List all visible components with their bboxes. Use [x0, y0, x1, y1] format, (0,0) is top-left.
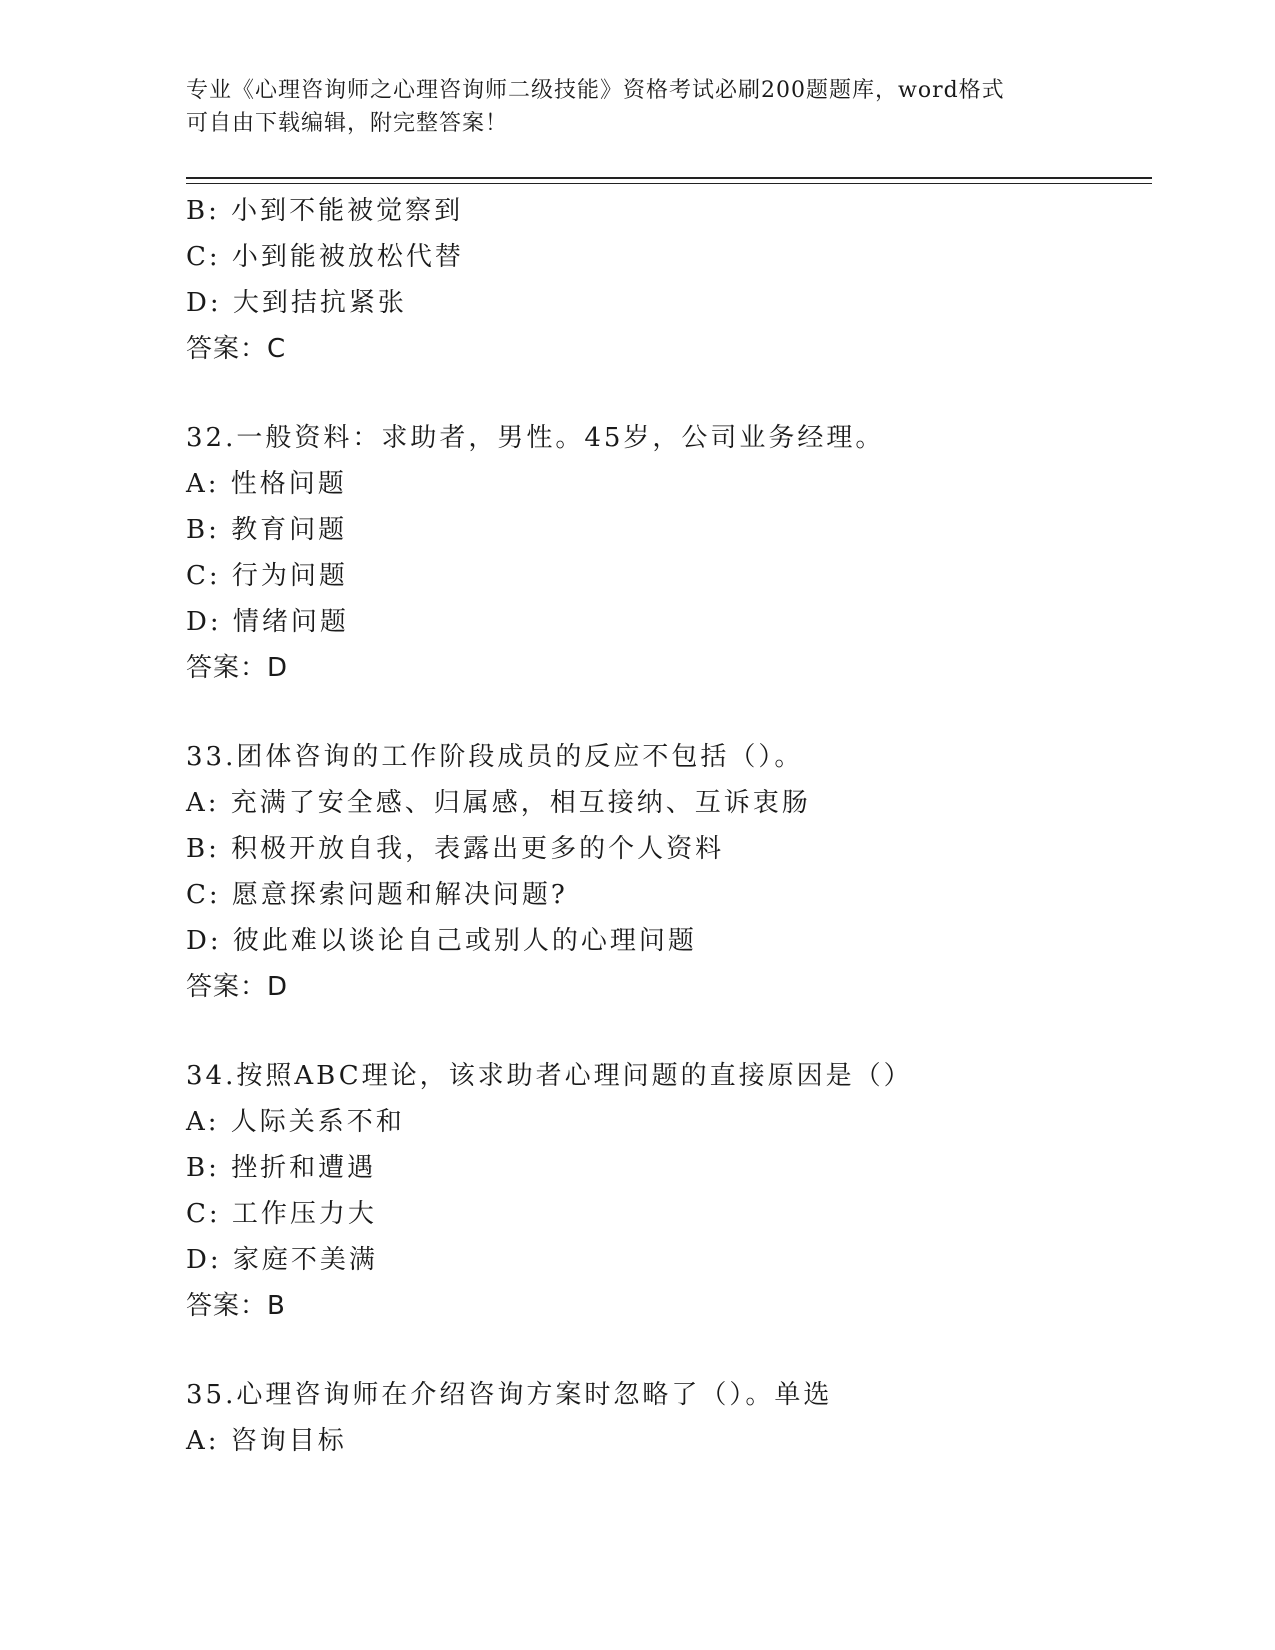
option-c: C: 小到能被放松代替 [186, 242, 464, 272]
question-35 [186, 1372, 1152, 1464]
header-divider-thin [186, 183, 1152, 184]
option-a: A: 咨询目标 [186, 1426, 347, 1456]
question-31-tail [186, 188, 1152, 372]
question-list [186, 188, 1152, 1464]
block-spacer [186, 1329, 1152, 1372]
option-c: C: 行为问题 [186, 561, 348, 591]
answer-line: 答案：C [186, 334, 287, 364]
document-header [186, 74, 1086, 140]
block-spacer [186, 1010, 1152, 1053]
question-stem: 34.按照ABC理论，该求助者心理问题的直接原因是（） [186, 1061, 913, 1091]
option-b: B: 教育问题 [186, 515, 348, 545]
option-d: D: 家庭不美满 [186, 1245, 378, 1275]
header-divider-thick [186, 177, 1152, 179]
block-spacer [186, 691, 1152, 734]
block-spacer [186, 372, 1152, 415]
header-line-1: 专业《心理咨询师之心理咨询师二级技能》资格考试必刷200题题库，word格式 [186, 78, 1005, 103]
option-a: A: 性格问题 [186, 469, 347, 499]
option-a: A: 人际关系不和 [186, 1107, 405, 1137]
question-33 [186, 734, 1152, 1010]
option-b: B: 挫折和遭遇 [186, 1153, 377, 1183]
option-c: C: 工作压力大 [186, 1199, 377, 1229]
option-d: D: 情绪问题 [186, 607, 349, 637]
option-c: C: 愿意探索问题和解决问题? [186, 880, 568, 910]
question-stem: 35.心理咨询师在介绍咨询方案时忽略了（）。单选 [186, 1380, 833, 1410]
answer-line: 答案：B [186, 1291, 286, 1321]
header-line-2: 可自由下载编辑，附完整答案！ [186, 111, 509, 136]
question-34 [186, 1053, 1152, 1329]
answer-line: 答案：D [186, 653, 289, 683]
option-d: D: 大到拮抗紧张 [186, 288, 407, 318]
option-b: B: 积极开放自我，表露出更多的个人资料 [186, 834, 725, 864]
question-32 [186, 415, 1152, 691]
option-a: A: 充满了安全感、归属感，相互接纳、互诉衷肠 [186, 788, 811, 818]
question-stem: 33.团体咨询的工作阶段成员的反应不包括（）。 [186, 742, 804, 772]
question-stem: 32.一般资料：求助者，男性。45岁，公司业务经理。 [186, 423, 885, 453]
option-b: B: 小到不能被觉察到 [186, 196, 464, 226]
option-d: D: 彼此难以谈论自己或别人的心理问题 [186, 926, 697, 956]
answer-line: 答案：D [186, 972, 289, 1002]
